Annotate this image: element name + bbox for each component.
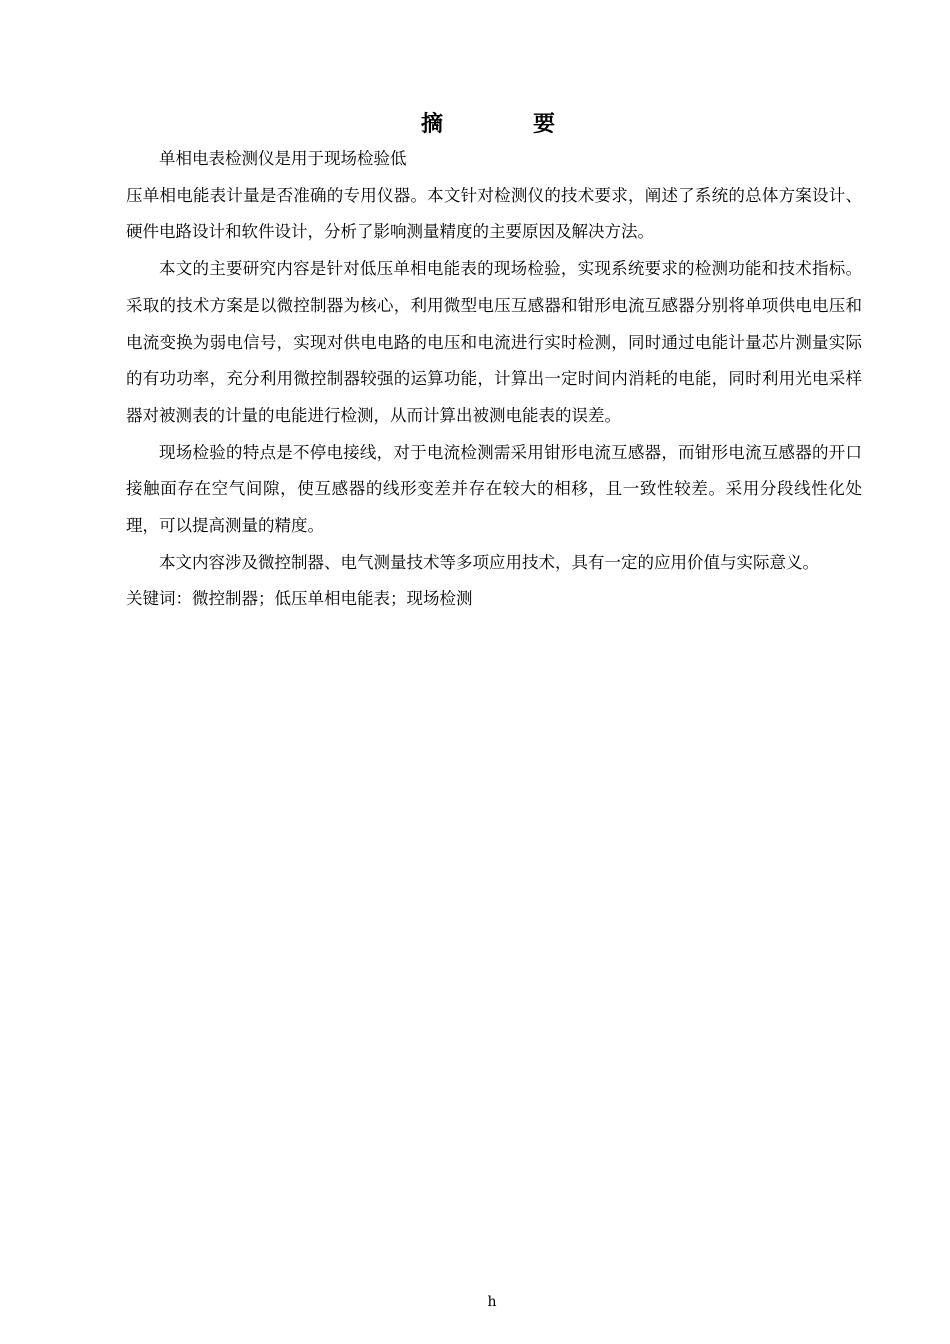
paragraph-1-rest: 压单相电能表计量是否准确的专用仪器。本文针对检测仪的技术要求，阐述了系统的总体方案设计、硬件电路设计和软件设计，分析了影响测量精度的主要原因及解决方法。: [126, 185, 862, 242]
abstract-paragraph-1: [126, 141, 862, 251]
keywords-line: 关键词：微控制器；低压单相电能表；现场检测: [126, 589, 473, 609]
paragraph-1-first-line: 单相电表检测仪是用于现场检验低: [159, 149, 407, 168]
abstract-paragraph-3: 现场检验的特点是不停电接线，对于电流检测需采用钳形电流互感器，而钳形电流互感器的开口接触面存在空气间隙，使互感器的线形变差并存在较大的相移，且一致性较差。采用分段线性化处理，可以提高测量的精度。: [126, 442, 862, 536]
abstract-body: [126, 141, 862, 618]
abstract-title: 摘 要: [420, 112, 589, 137]
abstract-paragraph-4: 本文内容涉及微控制器、电气测量技术等多项应用技术，具有一定的应用价值与实际意义。: [159, 552, 819, 572]
page-number: h: [487, 1294, 497, 1310]
abstract-paragraph-2: 本文的主要研究内容是针对低压单相电能表的现场检验，实现系统要求的检测功能和技术指标。采取的技术方案是以微控制器为核心，利用微型电压互感器和钳形电流互感器分别将单项供电电压和电流变换为弱电信号，实现对供电电路的电压和电流进行实时检测，同时通过电能计量芯片测量实际的有功功率，充分利用微控制器较强的运算功能，计算出一定时间内消耗的电能，同时利用光电采样器对被测表的计量的电能进行检测，从而计算出被测电能表的误差。: [126, 259, 862, 425]
